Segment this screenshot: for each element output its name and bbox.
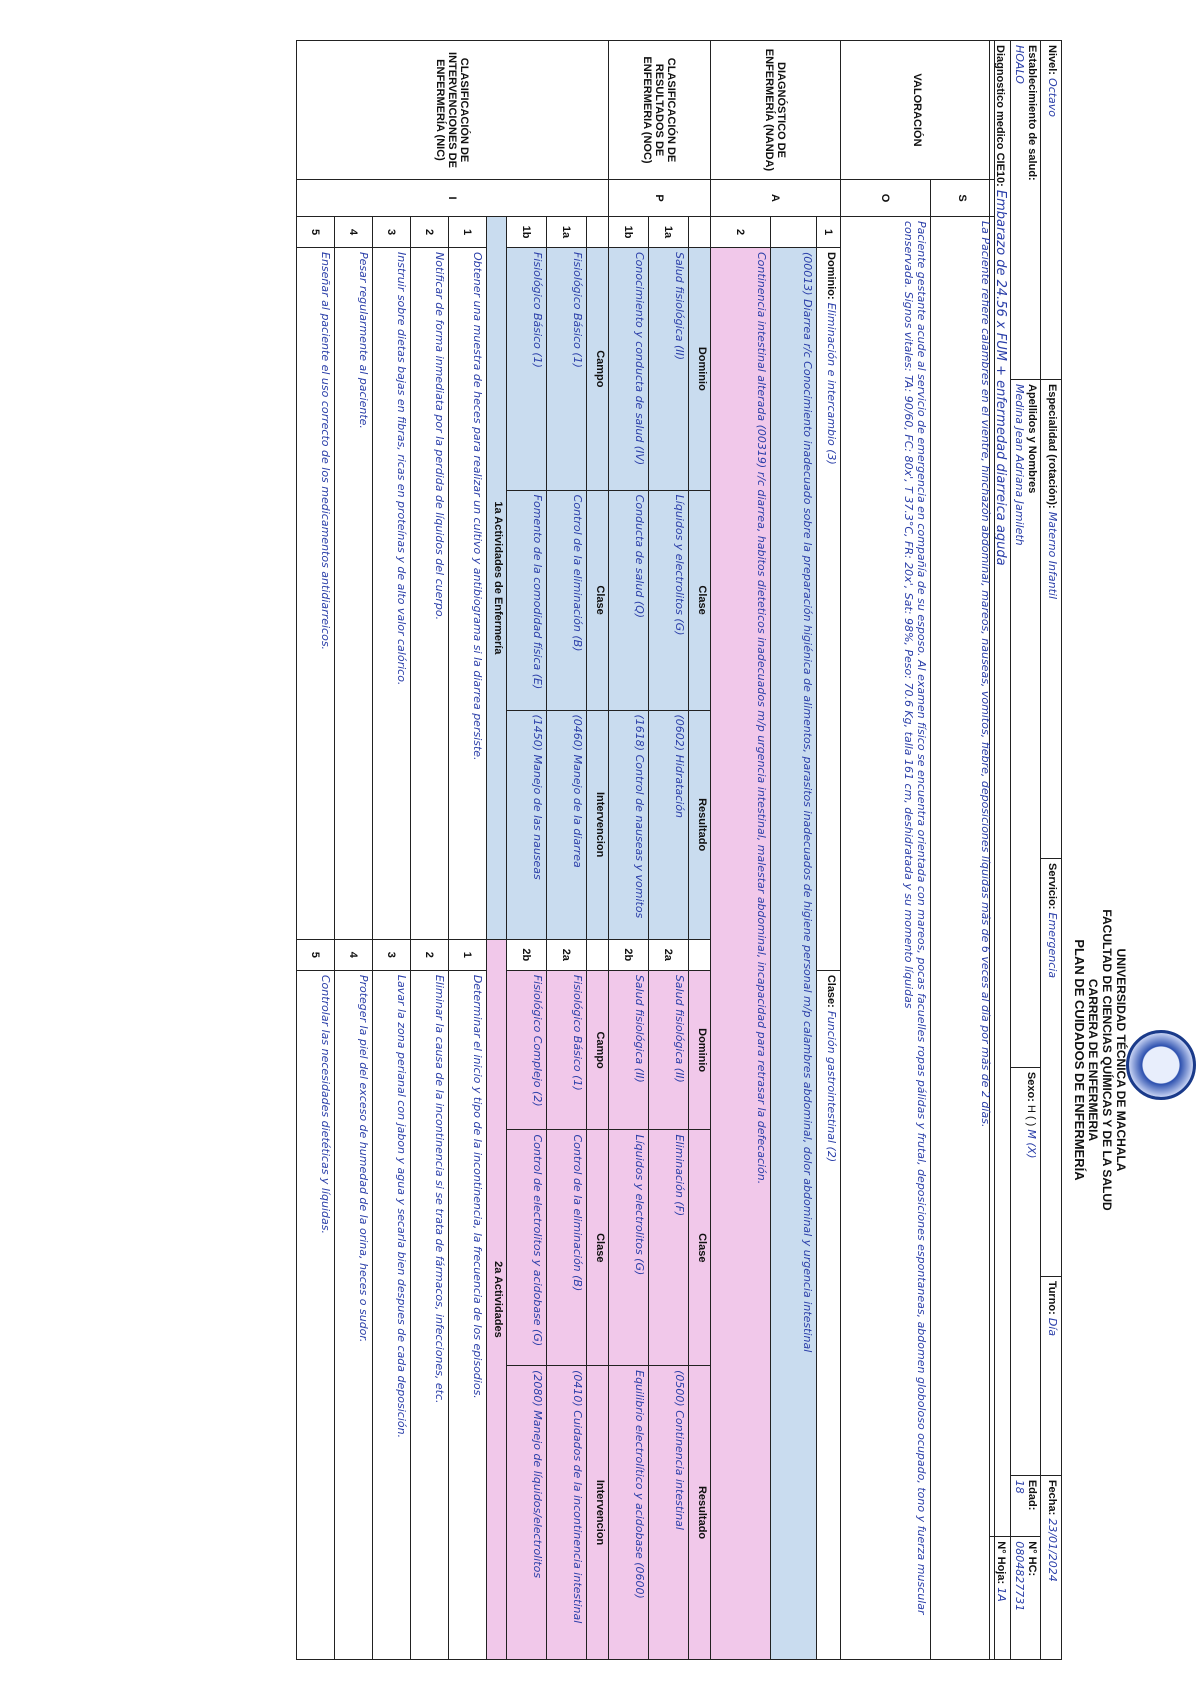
nic-header-campo-2: Campo (587, 970, 609, 1130)
dominio-value-1: Eliminación e intercambio (3) (825, 302, 838, 465)
document-header (1070, 0, 1200, 1697)
nic-header-clase-2: Clase (587, 1130, 609, 1366)
noc-header-clase: Clase (689, 490, 711, 710)
clase-value-1: Función gastrointestinal (2) (825, 1010, 838, 1163)
activity-2-text: Determinar el inicio y tipo de la incontinencia, la frecuencia de los episodios. (449, 970, 487, 1659)
activity-1-text: Obtener una muestra de heces para realizar un cultivo y antibiograma si la diarrea persiste. (449, 248, 487, 940)
nic-num: 1b (507, 217, 547, 248)
dx-num-2: 2 (711, 217, 771, 248)
noc-clase: Eliminación (F) (649, 1130, 689, 1366)
dominio-cell-1: Dominio: Eliminación e intercambio (3) (817, 248, 841, 971)
noc-dominio: Salud fisiológica (II) (609, 970, 649, 1130)
hoja-value: 1A (995, 1587, 1008, 1602)
activity-1-text: Instruir sobre dietas bajas en fibras, ricas en proteínas y de alto valor calórico. (373, 248, 411, 940)
sexo-m: M (X) (1025, 1129, 1038, 1159)
nic-intervencion: (0460) Manejo de la diarrea (547, 710, 587, 939)
nic-clase: Control de la eliminación (B) (547, 1130, 587, 1366)
nic-campo: Fisiológico Básico (1) (547, 970, 587, 1130)
edad-cell: Edad: 18 (1011, 1475, 1041, 1536)
objective-text: Paciente gestante acude al servicio de emergencia en compañía de su esposo. Al examen físico se encuentra orientada con mareos, pocas facuelles ropas pálidas y frutal, deposiciones espontaneas, abdomen globoloso ocupado, tono y fuerza muscular conservada. Signos vitales: TA: 90/60, FC: 80x', T 37.3°C, FR: 20x', Sat: 98%, Peso: 70.6 Kg, talla 161 cm, deshidratada y su momento líquidas (841, 217, 931, 1660)
noc-dominio: Salud fisiológica (II) (649, 248, 689, 491)
faculty-name: FACULTAD DE CIENCIAS QUÍMICAS Y DE LA SALUD (1100, 909, 1114, 1211)
dx-num-1b (771, 217, 817, 248)
nic-intervencion: (2080) Manejo de líquidos/electrolitos (507, 1366, 547, 1660)
activity-2-text: Lavar la zona perianal con jabon y agua y secarla bien despues de cada deposición. (373, 970, 411, 1659)
noc-resultado: Equilibrio electrolítico y acidobase (0600) (609, 1366, 649, 1660)
nursing-dx-2: Continencia intestinal alterada (00319) r/c diarrea, habitos dieteticos inadecuados m/p urgencia intestinal, malestar abdominal, incapacidad para retrasar la defecación. (711, 248, 771, 1660)
hc-value: 0804827731 (1013, 1541, 1026, 1612)
sexo-h: H ( ) (1025, 1104, 1037, 1127)
i-code: I (297, 180, 609, 217)
noc-resultado: (0602) Hidratación (649, 710, 689, 939)
nivel-cell: Nivel: Octavo (1041, 41, 1062, 380)
noc-clase: Conducta de salud (Q) (609, 490, 649, 710)
university-name: UNIVERSIDAD TÉCNICA DE MACHALA (1114, 948, 1128, 1172)
nic-intervencion: (1450) Manejo de las nauseas (507, 710, 547, 939)
nic-num: 2a (547, 939, 587, 970)
diagnostico-medico-value: Embarazo de 24.56 x FUM + enfermedad diarreica aguda (993, 189, 1008, 566)
activity-1-text: Enseñar al paciente el uso correcto de los medicamentos antidiarreicos. (297, 248, 335, 940)
turno-cell: Turno: Día (1041, 1276, 1062, 1475)
patient-info-table (989, 40, 1062, 1660)
nic-num: 1a (547, 217, 587, 248)
servicio-cell: Servicio: Emergencia (1041, 859, 1062, 1277)
nic-campo: Fisiológico Básico (1) (507, 248, 547, 491)
noc-header-dominio-2: Dominio (689, 970, 711, 1130)
noc-num: 1a (649, 217, 689, 248)
subjective-text: La Paciente refiere calambres en el vientre, hinchazón abdominal, mareos, nauseas, vomitos, fiebre, deposiciones líquidas más de 6 veces al día por más de 2 días. (931, 217, 995, 1660)
activity-num: 2 (411, 217, 449, 248)
nic-num: 2b (507, 939, 547, 970)
valoracion-label: VALORACIÓN (841, 41, 995, 180)
nic-campo: Fisiológico Complejo (2) (507, 970, 547, 1130)
noc-label: CLASIFICACIÓN DE RESULTADOS DE ENFERMERIA (NOC) (609, 41, 711, 180)
noc-num: 1b (609, 217, 649, 248)
s-code: S (931, 180, 995, 217)
p-code: P (609, 180, 711, 217)
nivel-value: Octavo (1046, 78, 1059, 118)
noc-dominio: Conocimiento y conducta de salud (IV) (609, 248, 649, 491)
nic-header-intervencion-2: Intervencion (587, 1366, 609, 1660)
nic-clase: Control de la eliminación (B) (547, 490, 587, 710)
sexo-cell: Sexo: H ( ) M (X) (1011, 1067, 1041, 1475)
establecimiento-value: HOALO (1013, 45, 1026, 84)
noc-clase: Líquidos y electrolitos (G) (649, 490, 689, 710)
diagnostico-medico-cell: Diagnostico medico CIE10: Embarazo de 24.56 x FUM + enfermedad diarreica aguda (990, 41, 1011, 1537)
noc-dominio: Salud fisiológica (II) (649, 970, 689, 1130)
noc-resultado: (0500) Continencia intestinal (649, 1366, 689, 1660)
fecha-cell: Fecha: 23/01/2024 (1041, 1475, 1062, 1659)
servicio-value: Emergencia (1046, 912, 1059, 979)
hoja-cell: N° Hoja: 1A (990, 1537, 1011, 1660)
a-code: A (711, 180, 841, 217)
noc-header-clase-2: Clase (689, 1130, 711, 1366)
dx-num-1: 1 (817, 217, 841, 248)
apellidos-value: Medina Jean Adriana Jamileth (1013, 384, 1026, 546)
activity-1-text: Pesar regularmente al paciente. (335, 248, 373, 940)
noc-header-resultado-2: Resultado (689, 1366, 711, 1660)
nic-clase: Control de electrolitos y acidobase (G) (507, 1130, 547, 1366)
activity-num: 3 (373, 939, 411, 970)
especialidad-cell: Especialidad (rotación): Materno Infantil (1041, 380, 1062, 859)
edad-value: 18 (1013, 1479, 1026, 1494)
noc-resultado: (1618) Control de nauseas y vomitos (609, 710, 649, 939)
activity-num: 3 (373, 217, 411, 248)
nic-header-intervencion: Intervencion (587, 710, 609, 939)
activity-num: 5 (297, 217, 335, 248)
nic-label: CLASIFICACIÓN DE INTERVENCIONES DE ENFERMERÍA (NIC) (297, 41, 609, 180)
activity-2-text: Controlar las necesidades dietéticas y líquidas. (297, 970, 335, 1659)
header-titles (1072, 700, 1128, 1420)
activity-2-text: Eliminar la causa de la incontinencia si se trata de fármacos, infecciones, etc. (411, 970, 449, 1659)
university-seal-icon (1126, 1030, 1196, 1100)
clase-cell-1: Clase: Función gastrointestinal (2) (817, 970, 841, 1659)
apellidos-cell: Apellidos y Nombres Medina Jean Adriana Jamileth (1011, 380, 1041, 1068)
activity-num: 4 (335, 939, 373, 970)
activity-1-text: Notificar de forma inmediata por la perdida de líquidos del cuerpo. (411, 248, 449, 940)
especialidad-value: Materno Infantil (1046, 511, 1059, 600)
nic-campo: Fisiológico Básico (1) (547, 248, 587, 491)
nic-intervencion: (0410) Cuidados de la incontinencia intestinal (547, 1366, 587, 1660)
activity-num: 1 (449, 939, 487, 970)
activity-2-text: Proteger la piel del exceso de humedad de la orina, heces o sudor. (335, 970, 373, 1659)
diagnostico-label: DIAGNÓSTICO DE ENFERMERÍA (NANDA) (711, 41, 841, 180)
establecimiento-cell: Establecimiento de salud: HOALO (1011, 41, 1041, 380)
noc-num: 2a (649, 939, 689, 970)
nic-header-clase: Clase (587, 490, 609, 710)
nic-clase: Fomento de la comodidad física (E) (507, 490, 547, 710)
document-title: PLAN DE CUIDADOS DE ENFERMERÍA (1072, 939, 1087, 1181)
noc-header-resultado: Resultado (689, 710, 711, 939)
noc-clase: Líquidos y electrolitos (G) (609, 1130, 649, 1366)
nic-header-campo: Campo (587, 248, 609, 491)
activity-num: 4 (335, 217, 373, 248)
care-plan-table (296, 40, 995, 1660)
o-code: O (841, 180, 931, 217)
nursing-dx-1: (00013) Diarrea r/c Conocimiento inadecuado sobre la preparación higiénica de alimentos, parasitos inadecuados de higiene personal m/p calambres abdominal, dolor abdominal y urgencia intestinal (771, 248, 817, 1660)
fecha-value: 23/01/2024 (1046, 1518, 1059, 1582)
activities-2-title: 2a Actividades (487, 939, 507, 1659)
noc-num: 2b (609, 939, 649, 970)
hc-cell: N° HC: 0804827731 (1011, 1537, 1041, 1660)
activity-num: 1 (449, 217, 487, 248)
turno-value: Día (1046, 1317, 1059, 1337)
noc-header-dominio: Dominio (689, 248, 711, 491)
activity-num: 2 (411, 939, 449, 970)
activities-1-title: 1a Actividades de Enfermería (487, 217, 507, 940)
career-name: CARRERA DE ENFERMERIA (1086, 978, 1100, 1142)
activity-num: 5 (297, 939, 335, 970)
